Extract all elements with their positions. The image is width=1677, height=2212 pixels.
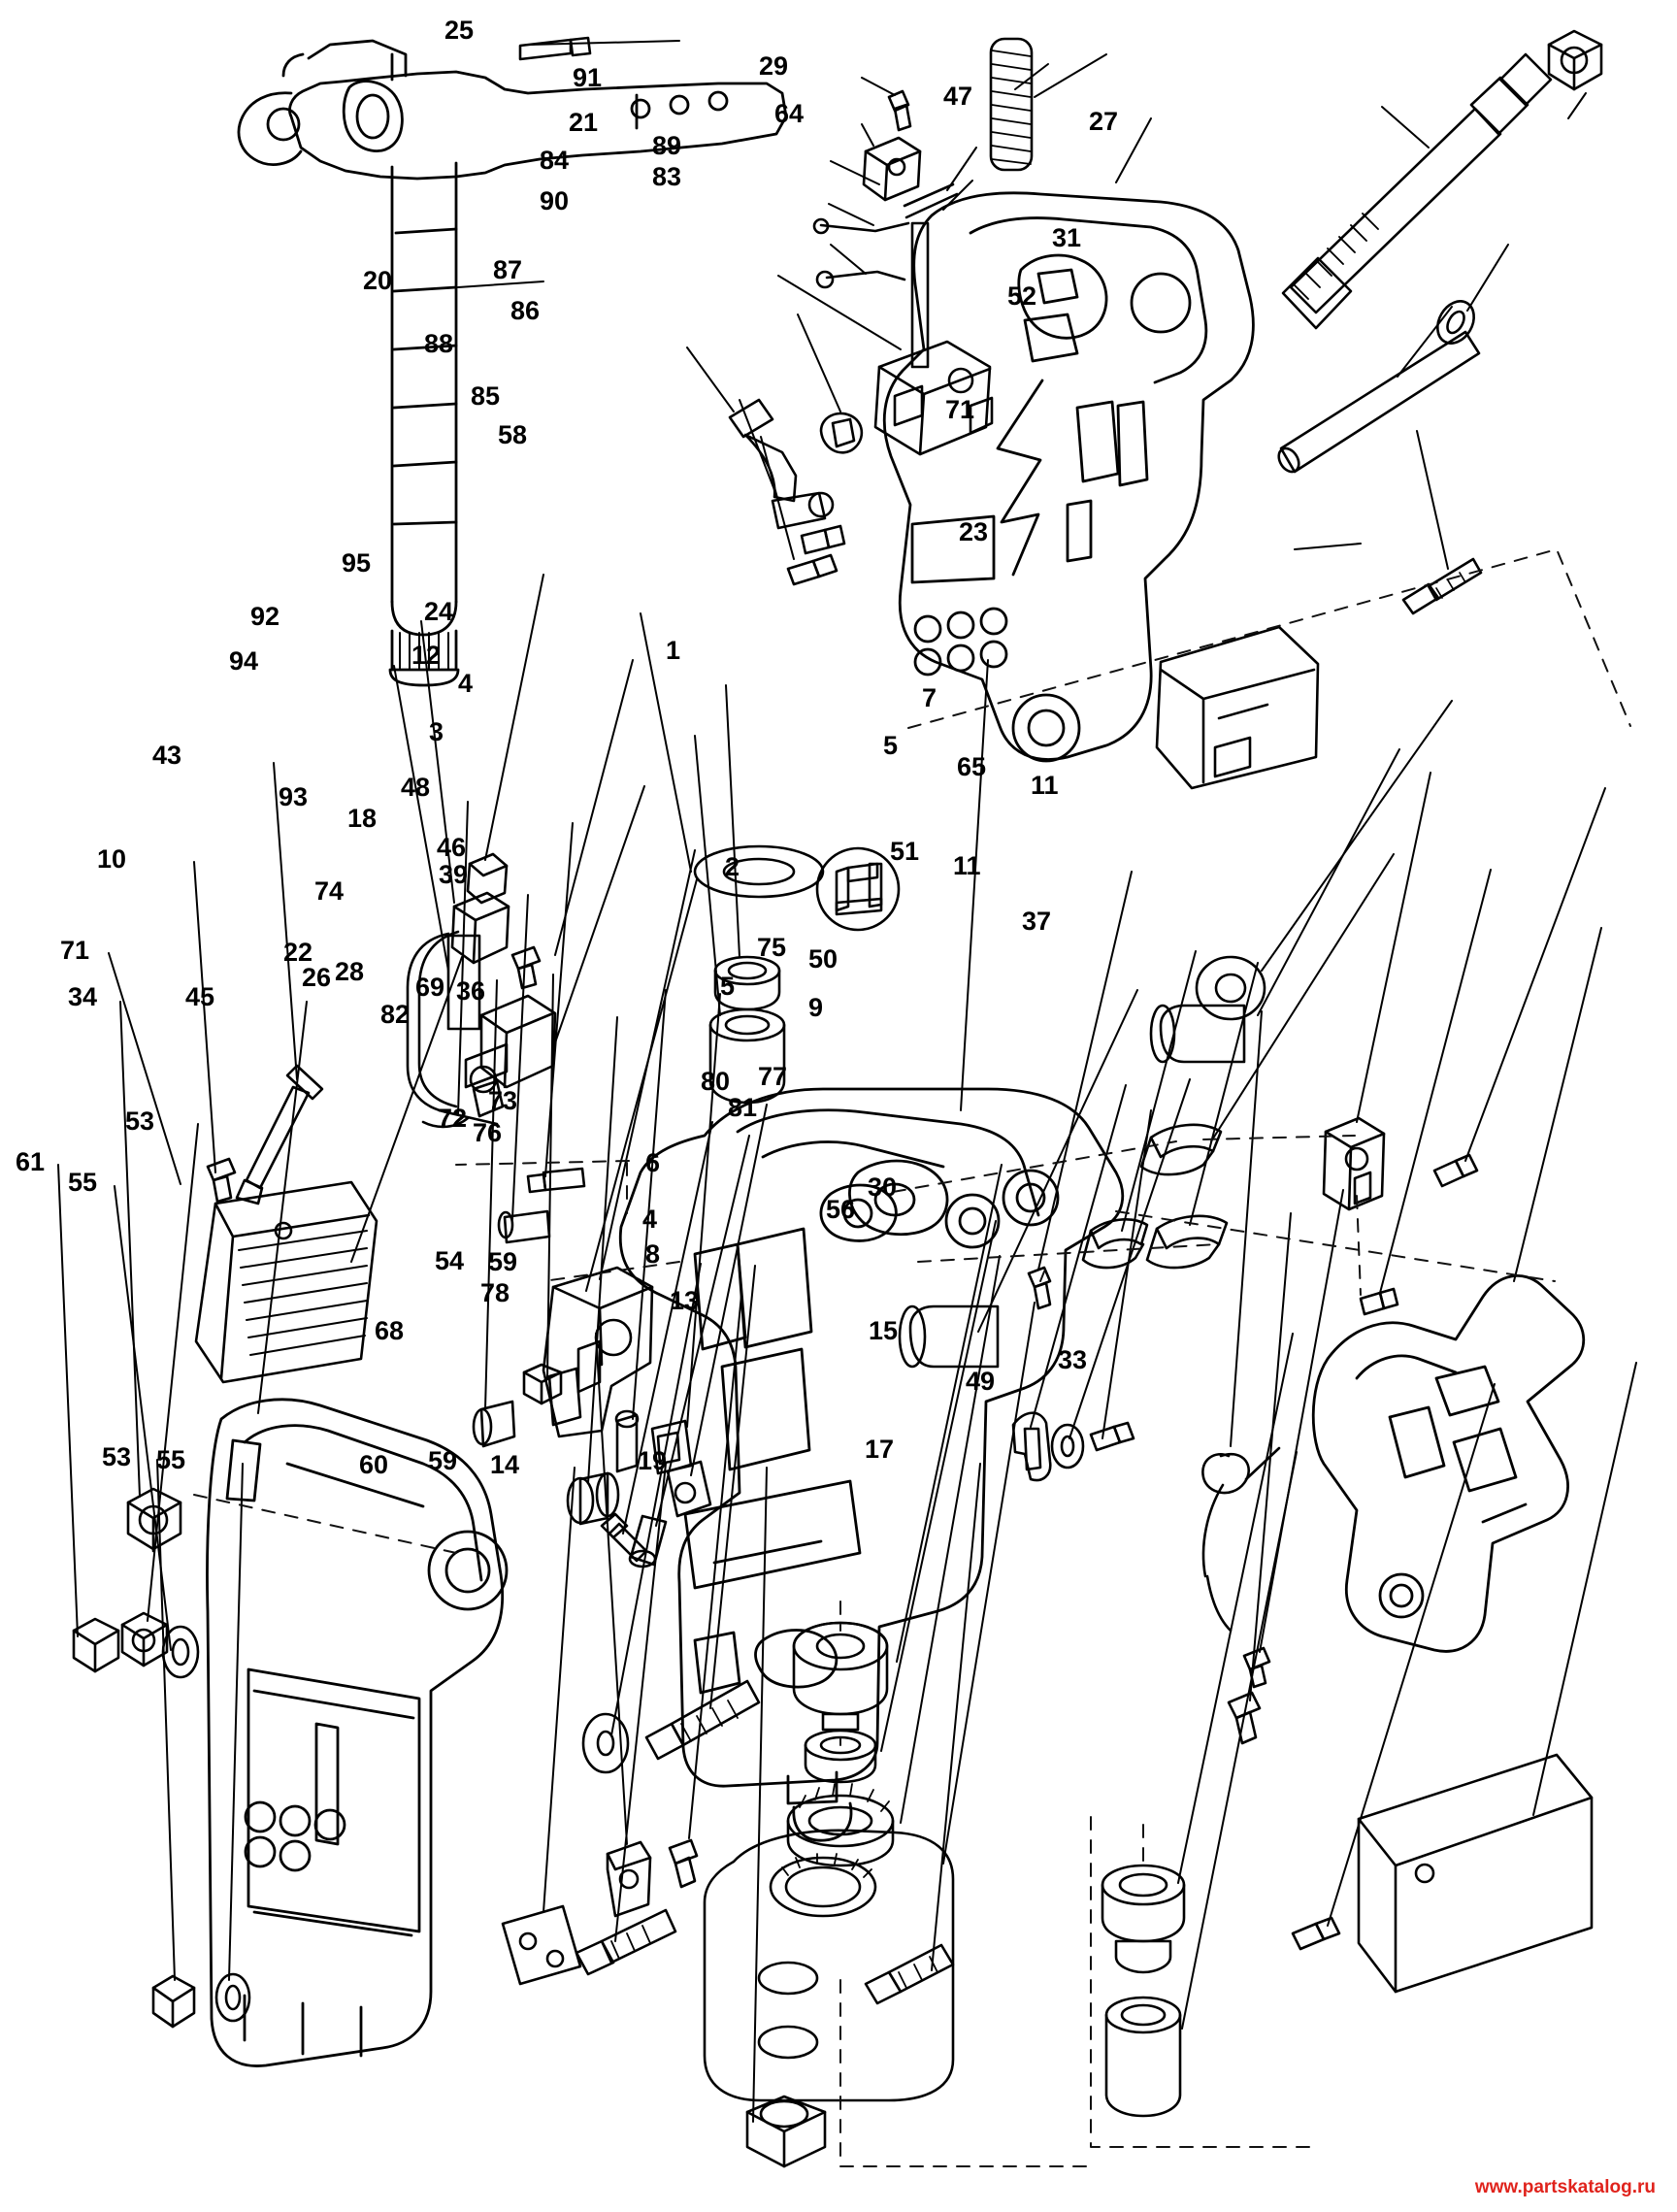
part-94-wire [408, 932, 497, 1124]
callout-61: 61 [16, 1147, 46, 1176]
callout-59-lower: 59 [428, 1446, 458, 1475]
callout-94: 94 [229, 646, 259, 676]
part-84-cotter [814, 219, 908, 233]
callout-15: 15 [869, 1316, 899, 1345]
part-13-housing [705, 1831, 953, 2100]
part-20-swivel-tube [239, 41, 789, 685]
callout-37: 37 [1022, 907, 1052, 936]
part-27-nut [1549, 31, 1601, 89]
part-14-nut [747, 2096, 825, 2166]
callout-46: 46 [437, 833, 467, 862]
callout-19: 19 [638, 1446, 668, 1475]
part-73-bracket [668, 1462, 710, 1516]
callout-23: 23 [959, 517, 989, 546]
part-81-screw [1091, 1423, 1134, 1450]
part-78-screw [670, 1840, 697, 1887]
callout-1: 1 [666, 636, 681, 665]
part-95-clip [468, 854, 507, 903]
part-5-bushing-upper [1151, 1006, 1244, 1062]
part-69-shaft [616, 1411, 638, 1471]
callout-74: 74 [314, 876, 345, 906]
callout-50: 50 [808, 944, 838, 974]
callout-92: 92 [250, 602, 280, 631]
callout-76: 76 [473, 1118, 503, 1147]
callout-80: 80 [701, 1067, 731, 1096]
callout-52: 52 [1007, 281, 1037, 311]
part-45-stern-bracket [208, 1400, 507, 2066]
callout-54: 54 [435, 1246, 465, 1275]
callout-53-upper: 53 [125, 1106, 155, 1136]
callout-5-lower: 5 [720, 972, 736, 1001]
callout-81: 81 [728, 1093, 758, 1122]
part-71-screw-top [1403, 559, 1481, 613]
callout-24: 24 [424, 597, 454, 626]
callout-29: 29 [759, 51, 789, 81]
callout-53-lower: 53 [102, 1442, 132, 1471]
callout-84: 84 [540, 146, 570, 175]
callout-59-upper: 59 [488, 1247, 518, 1276]
part-26-bushing [474, 1402, 514, 1446]
part-85-screw [802, 526, 844, 553]
callout-18: 18 [347, 804, 378, 833]
part-77-washer [1052, 1425, 1083, 1468]
part-6-cap [794, 1623, 887, 1730]
part-43-rod [237, 1066, 322, 1204]
callout-7: 7 [922, 683, 937, 712]
part-86-clip [821, 413, 862, 452]
callout-27: 27 [1089, 107, 1119, 136]
callout-25: 25 [444, 16, 475, 45]
callout-91: 91 [573, 63, 603, 92]
callout-3: 3 [429, 717, 444, 746]
callout-10: 10 [97, 844, 127, 874]
callout-55-lower: 55 [156, 1445, 186, 1474]
callout-88: 88 [424, 329, 454, 358]
part-17-bushing [1106, 1997, 1180, 2116]
callout-5-upper: 5 [883, 731, 899, 760]
callout-6: 6 [645, 1148, 661, 1177]
part-58-screw [788, 555, 837, 584]
part-64-swivel-bracket [884, 193, 1253, 761]
part-29-tube [991, 39, 1032, 170]
part-10-screw [208, 1159, 235, 1202]
callout-9: 9 [808, 993, 824, 1022]
callout-55-upper: 55 [68, 1168, 98, 1197]
callout-85: 85 [471, 381, 501, 411]
callout-33: 33 [1058, 1345, 1088, 1374]
part-82-roller [568, 1473, 618, 1524]
callout-31: 31 [1052, 223, 1082, 252]
part-90-pin [817, 272, 904, 287]
callout-45: 45 [185, 982, 215, 1011]
part-49-screw [1293, 1918, 1339, 1949]
callout-48: 48 [401, 773, 431, 802]
callout-11-upper: 11 [1031, 771, 1059, 800]
part-19-bolt [866, 1945, 953, 2003]
callout-34: 34 [68, 982, 98, 1011]
part-65-bracket [1324, 1118, 1384, 1209]
callout-69: 69 [415, 973, 445, 1002]
callout-21: 21 [569, 108, 599, 137]
callout-12: 12 [411, 641, 442, 670]
callout-49: 49 [966, 1367, 996, 1396]
part-2-screw [1029, 1268, 1050, 1308]
callout-4-upper: 4 [458, 669, 474, 698]
callout-20: 20 [363, 266, 393, 295]
part-53-nut-upper [122, 1613, 167, 1666]
callout-87: 87 [493, 255, 523, 284]
callout-83: 83 [652, 162, 682, 191]
callout-77: 77 [758, 1062, 788, 1091]
part-75-shoe [1083, 1219, 1147, 1268]
part-61-nut [74, 1619, 118, 1671]
callout-47: 47 [943, 82, 973, 111]
callout-73: 73 [488, 1086, 518, 1115]
part-25-screw [520, 38, 590, 59]
part-21-bracket [864, 138, 920, 200]
part-11-screw-upper [1434, 1155, 1477, 1186]
part-5-bushing-lower [900, 1306, 998, 1367]
callout-14: 14 [490, 1450, 520, 1479]
callout-11-lower: 11 [953, 851, 981, 880]
part-47-shaft [1283, 54, 1551, 328]
part-23-cover [1157, 627, 1318, 788]
part-7-washer [1197, 957, 1265, 1019]
callout-28: 28 [335, 957, 365, 986]
part-18-pin [528, 1169, 584, 1192]
callout-60: 60 [359, 1450, 389, 1479]
callout-71-top: 71 [945, 395, 975, 424]
callout-93: 93 [279, 782, 309, 811]
callout-43: 43 [152, 741, 182, 770]
part-22-grip [196, 1182, 377, 1382]
part-68-clip [608, 1842, 650, 1916]
callout-4-lower: 4 [642, 1205, 658, 1234]
callout-72: 72 [438, 1104, 468, 1133]
callout-22: 22 [283, 938, 313, 967]
callout-95: 95 [342, 548, 372, 578]
callout-90: 90 [540, 186, 570, 215]
part-33-anode-bar [1359, 1755, 1592, 1992]
callout-26: 26 [302, 963, 332, 992]
part-60-plate [503, 1906, 580, 1984]
part-53-nut-lower [153, 1976, 194, 2027]
callout-36: 36 [456, 976, 486, 1006]
callout-30: 30 [868, 1172, 898, 1202]
callout-56: 56 [826, 1195, 856, 1224]
callout-82: 82 [380, 1000, 411, 1029]
callout-2: 2 [725, 852, 740, 881]
callout-13: 13 [670, 1286, 700, 1315]
part-37-lever-casting [1313, 1275, 1584, 1651]
part-50-shoe [1147, 1216, 1227, 1268]
part-15-bushing [1102, 1865, 1184, 1972]
watermark: www.partskatalog.ru [1474, 2177, 1656, 2197]
callout-17: 17 [865, 1435, 895, 1464]
callout-58: 58 [498, 420, 528, 449]
callout-65: 65 [957, 752, 987, 781]
detail-badge-1 [817, 848, 899, 930]
part-11-screw-lower [1361, 1289, 1398, 1314]
callout-68: 68 [375, 1316, 405, 1345]
callout-86: 86 [510, 296, 541, 325]
part-31-washer [1430, 295, 1481, 350]
callout-75: 75 [757, 933, 787, 962]
part-59-bolt-lower [576, 1910, 675, 1974]
part-91-screw [889, 91, 910, 130]
part-74-bushing [499, 1211, 549, 1242]
part-24-washer [695, 846, 823, 897]
part-8-bearing [788, 1784, 893, 1865]
callout-51: 51 [890, 837, 920, 866]
callout-39: 39 [439, 860, 469, 889]
part-52-rod [1274, 332, 1479, 476]
callout-8: 8 [645, 1239, 661, 1269]
callout-78: 78 [480, 1278, 510, 1307]
callout-71-left: 71 [60, 936, 90, 965]
part-83-pin [912, 223, 928, 367]
callout-89: 89 [652, 131, 682, 160]
callout-64: 64 [774, 99, 805, 128]
